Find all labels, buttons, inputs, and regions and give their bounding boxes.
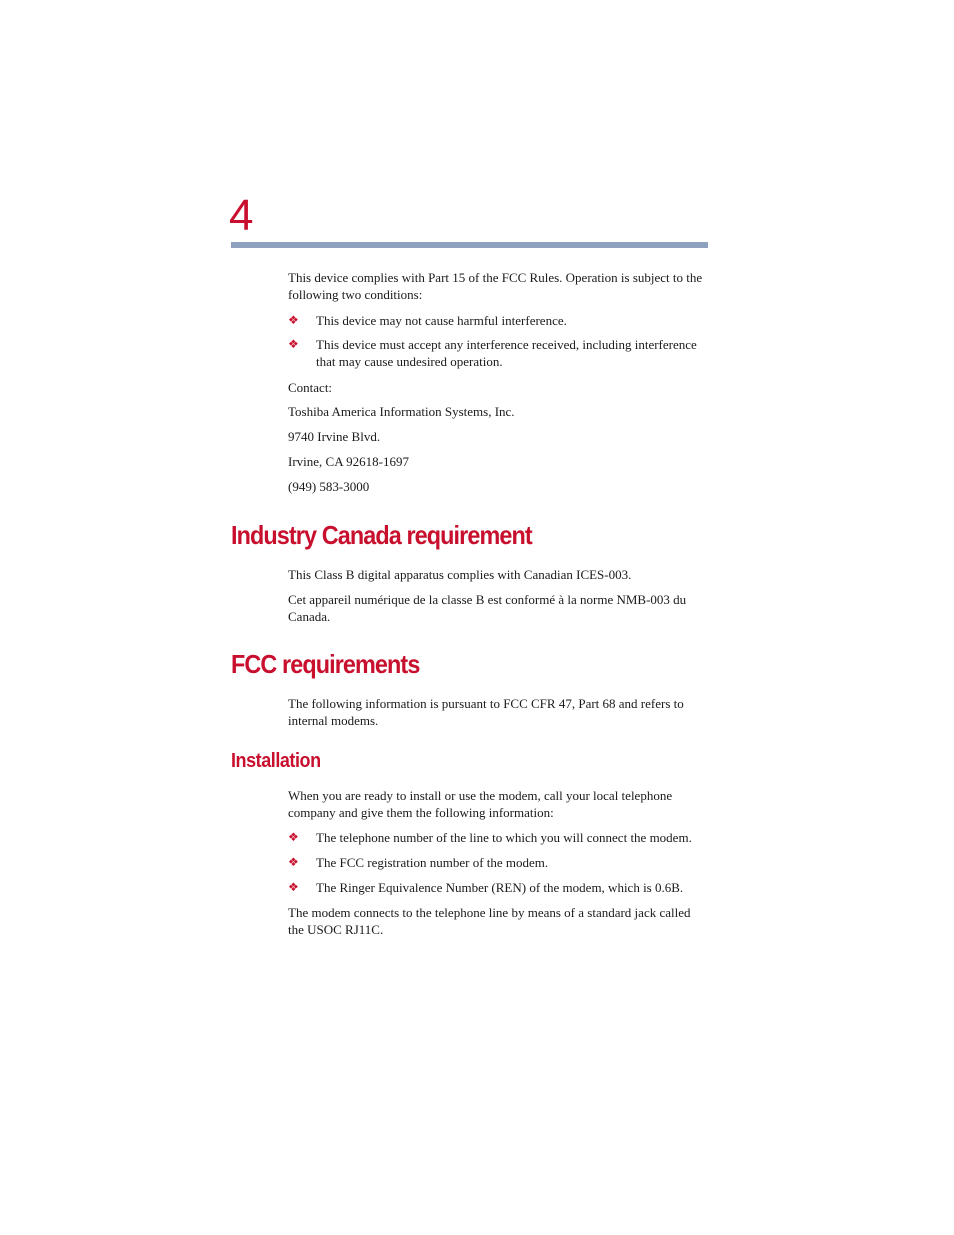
installation-item-text: The Ringer Equivalence Number (REN) of the modem, which is 0.6B. <box>316 880 684 895</box>
list-item <box>288 312 708 329</box>
industry-canada-paragraph-fr: Cet appareil numérique de la classe B est conformé à la norme NMB-003 du Canada. <box>288 592 687 624</box>
installation-closing: The modem connects to the telephone line by means of a standard jack called the USOC RJ11C. <box>288 905 691 937</box>
list-item <box>288 829 708 846</box>
contact-company: Toshiba America Information Systems, Inc. <box>288 404 515 419</box>
industry-canada-heading: Industry Canada requirement <box>231 520 532 550</box>
industry-canada-paragraph-en: This Class B digital apparatus complies with Canadian ICES-003. <box>288 567 632 582</box>
header-rule <box>231 242 708 248</box>
page-number: 4 <box>229 191 254 240</box>
diamond-bullet-icon: ❖ <box>288 830 299 844</box>
fcc-requirements-heading: FCC requirements <box>231 649 420 679</box>
fcc-intro-paragraph: This device complies with Part 15 of the FCC Rules. Operation is subject to the following two conditions: <box>288 270 703 302</box>
diamond-bullet-icon: ❖ <box>288 337 299 351</box>
diamond-bullet-icon: ❖ <box>288 880 299 894</box>
condition-text: This device must accept any interference received, including interference that may cause undesired operation. <box>316 337 697 369</box>
fcc-requirements-paragraph: The following information is pursuant to FCC CFR 47, Part 68 and refers to internal modems. <box>288 696 684 728</box>
installation-item-text: The FCC registration number of the modem. <box>316 855 549 870</box>
installation-item-text: The telephone number of the line to which you will connect the modem. <box>316 830 692 845</box>
list-item <box>288 336 708 370</box>
contact-street: 9740 Irvine Blvd. <box>288 429 381 444</box>
diamond-bullet-icon: ❖ <box>288 855 299 869</box>
list-item <box>288 854 708 871</box>
diamond-bullet-icon: ❖ <box>288 313 299 327</box>
list-item <box>288 879 708 896</box>
contact-phone: (949) 583-3000 <box>288 479 370 494</box>
condition-text: This device may not cause harmful interference. <box>316 313 567 328</box>
installation-intro: When you are ready to install or use the modem, call your local telephone company and give them the following information: <box>288 788 673 820</box>
contact-city: Irvine, CA 92618-1697 <box>288 454 409 469</box>
contact-label: Contact: <box>288 380 333 395</box>
installation-heading: Installation <box>231 750 321 772</box>
